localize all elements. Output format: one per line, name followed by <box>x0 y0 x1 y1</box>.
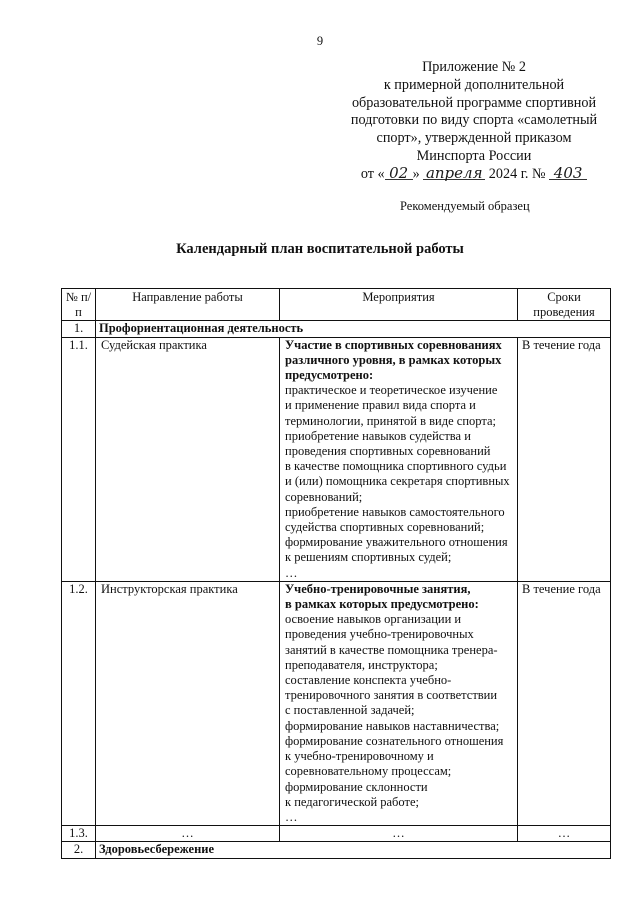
header-direction: Направление работы <box>96 289 280 321</box>
annex-line: спорт», утвержденной приказом <box>376 130 572 147</box>
event-item-line: практическое и теоретическое изучение <box>285 383 498 398</box>
event-item-line: … <box>285 565 298 580</box>
date-sep: » <box>412 165 420 182</box>
event-item-line: занятий в качестве помощника тренера- <box>285 642 498 657</box>
table-header-row <box>62 289 611 321</box>
header-terms: Сроки проведения <box>518 289 611 321</box>
event-item-line: составление конспекта учебно- <box>285 673 452 688</box>
section-row <box>62 842 611 858</box>
event-item-line: тренировочного занятия в соответствии <box>285 688 498 703</box>
event-item-line: приобретение навыков самостоятельного <box>285 504 505 519</box>
annex-line: образовательной программе спортивной <box>351 94 597 111</box>
event-item-line: освоение навыков организации и <box>285 612 462 627</box>
table-row <box>62 581 611 825</box>
sample-label: Рекомендуемый образец <box>400 199 530 213</box>
date-year: 2024 г. № <box>488 165 546 182</box>
event-item-line: соревновательному процессам; <box>285 764 452 779</box>
event-item-line: формирование уважительного отношения <box>285 535 508 550</box>
section-title: Профориентационная деятельность <box>96 321 611 337</box>
handwritten-day: 02 <box>385 167 413 180</box>
row-events <box>280 337 518 581</box>
date-prefix: от « <box>360 165 385 182</box>
event-intro-line: Участие в спортивных соревнованиях <box>285 337 502 352</box>
event-item-line: судейства спортивных соревнований; <box>285 520 485 535</box>
plan-table <box>61 288 611 859</box>
row-direction: Судейская практика <box>96 337 280 581</box>
event-item-line: … <box>285 809 298 824</box>
event-intro-line: в рамках которых предусмотрено: <box>285 597 479 612</box>
event-item-line: проведения спортивных соревнований <box>285 444 491 459</box>
event-item-line: с поставленной задачей; <box>285 703 415 718</box>
row-term: … <box>518 826 611 842</box>
table-row <box>62 826 611 842</box>
event-item-line: терминологии, принятой в виде спорта; <box>285 413 496 428</box>
header-num: № п/п <box>62 289 96 321</box>
section-num: 2. <box>62 842 96 858</box>
event-intro-line: Учебно-тренировочные занятия, <box>285 581 471 596</box>
annex-date-line <box>330 163 618 184</box>
annex-line: Приложение № 2 <box>422 59 526 75</box>
row-num: 1.2. <box>62 581 96 825</box>
event-item-line: проведения учебно-тренировочных <box>285 627 474 642</box>
row-events <box>280 581 518 825</box>
annex-line: Минспорта России <box>416 147 532 164</box>
event-intro-line: предусмотрено: <box>285 368 374 383</box>
page-number: 9 <box>316 34 324 48</box>
event-item-line: и (или) помощника секретаря спортивных <box>285 474 510 489</box>
event-item-line: приобретение навыков судейства и <box>285 428 471 443</box>
event-item-line: к учебно-тренировочному и <box>285 749 434 764</box>
section-title: Здоровьесбережение <box>96 842 611 858</box>
row-events: … <box>280 826 518 842</box>
event-item-line: преподавателя, инструктора; <box>285 657 438 672</box>
handwritten-order-number: 403 <box>549 167 587 180</box>
annex-line: к примерной дополнительной <box>383 76 565 93</box>
row-term: В течение года <box>518 337 611 581</box>
row-term: В течение года <box>518 581 611 825</box>
event-item-line: к решениям спортивных судей; <box>285 550 452 565</box>
handwritten-month: апреля <box>423 167 485 180</box>
row-direction: … <box>96 826 280 842</box>
event-item-line: соревнований; <box>285 489 363 504</box>
event-item-line: к педагогической работе; <box>285 794 419 809</box>
section-row <box>62 321 611 337</box>
row-num: 1.3. <box>62 826 96 842</box>
annex-block <box>330 59 618 184</box>
event-intro-line: различного уровня, в рамках которых <box>285 352 502 367</box>
annex-line: подготовки по виду спорта «самолетный <box>350 112 598 129</box>
event-item-line: формирование навыков наставничества; <box>285 718 500 733</box>
header-events: Мероприятия <box>280 289 518 321</box>
event-item-line: формирование склонности <box>285 779 428 794</box>
event-item-line: формирование сознательного отношения <box>285 733 504 748</box>
event-item-line: и применение правил вида спорта и <box>285 398 476 413</box>
row-direction: Инструкторская практика <box>96 581 280 825</box>
table-row <box>62 337 611 581</box>
row-num: 1.1. <box>62 337 96 581</box>
section-num: 1. <box>62 321 96 337</box>
event-item-line: в качестве помощника спортивного судьи <box>285 459 507 474</box>
document-title: Календарный план воспитательной работы <box>176 241 464 257</box>
